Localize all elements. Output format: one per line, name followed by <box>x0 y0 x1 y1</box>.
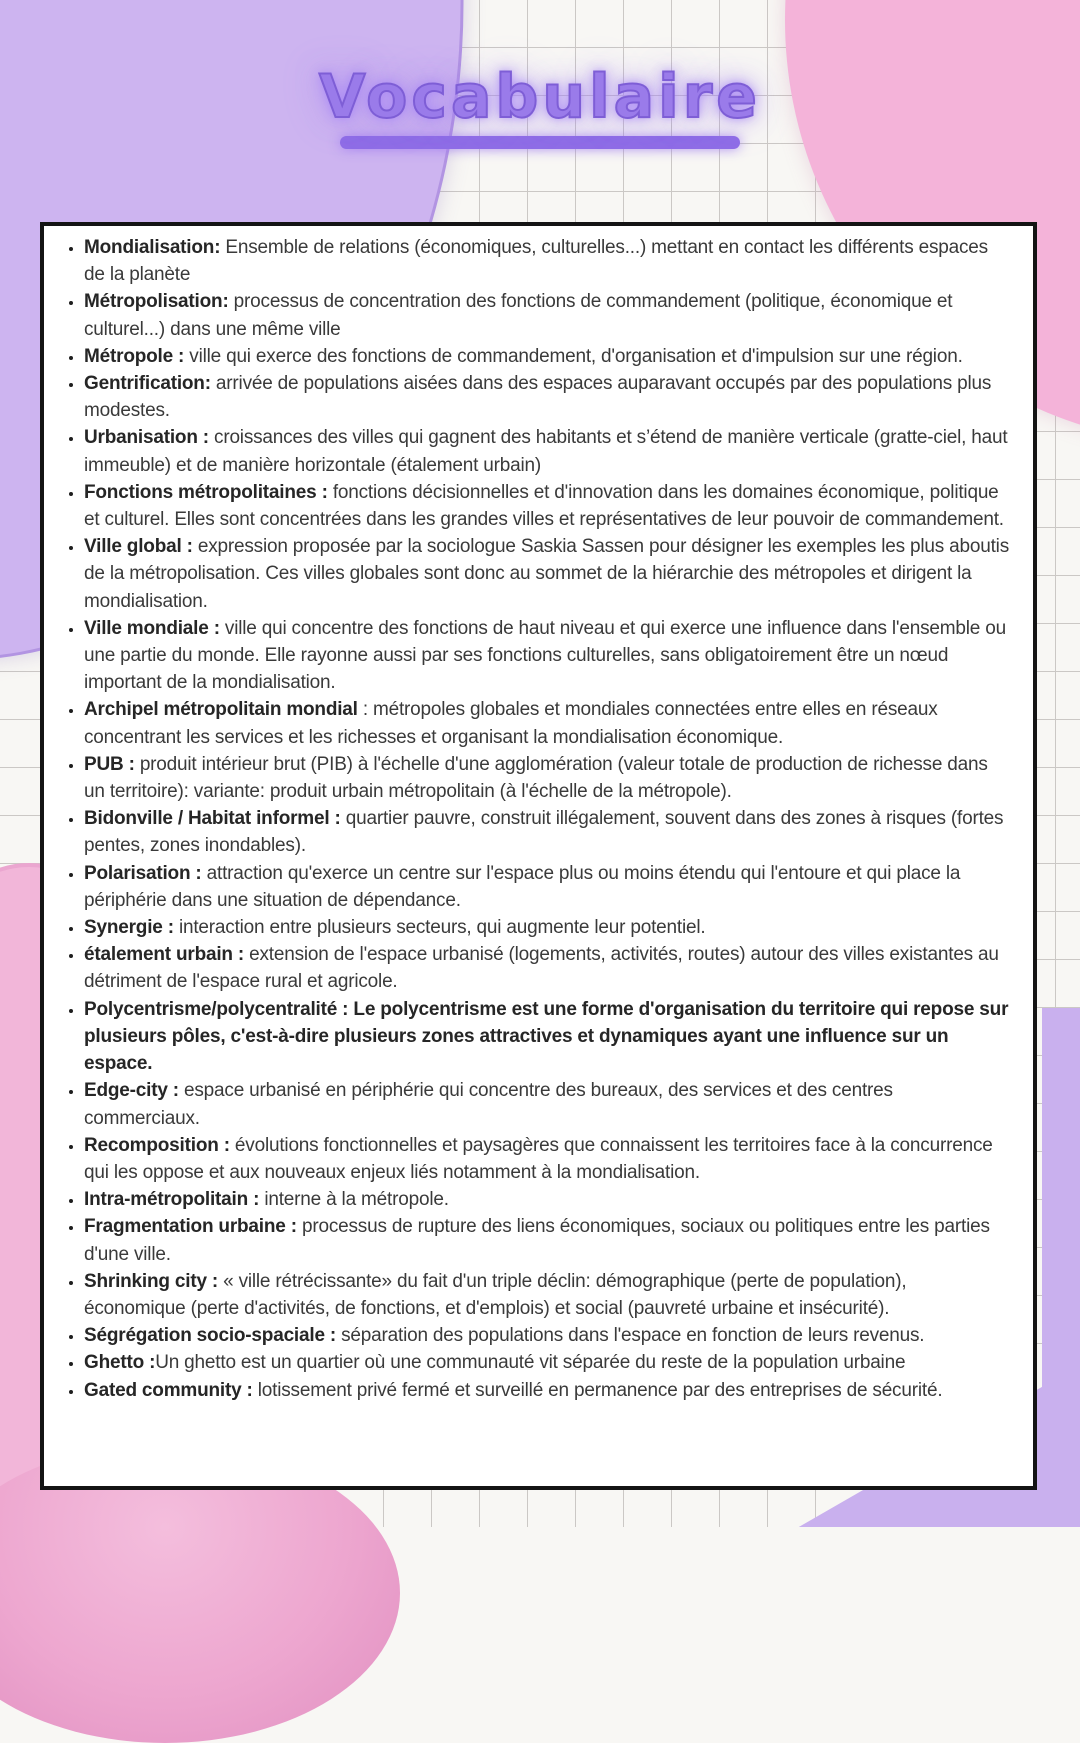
vocab-item <box>84 696 1013 750</box>
vocab-definition: « ville rétrécissante» du fait d'un triple déclin: démographique (perte de population), économique (perte d'activités, de fonctions, et d'emplois) et social (pauvreté urbaine et insécurité). <box>84 1270 907 1319</box>
vocab-term: Shrinking city : <box>84 1270 219 1292</box>
vocab-definition: Le polycentrisme est une forme d'organisation du territoire qui repose sur plusieurs pôles, c'est-à-dire plusieurs zones attractives et dynamiques ayant une influence sur un espace. <box>84 998 1009 1075</box>
vocab-term: Archipel métropolitain mondial <box>84 699 358 721</box>
vocab-term: PUB : <box>84 753 135 775</box>
vocab-term: Recomposition : <box>84 1134 230 1156</box>
vocab-item <box>84 1377 1013 1404</box>
vocab-term: étalement urbain : <box>84 944 245 966</box>
vocab-definition: croissances des villes qui gagnent des habitants et s’étend de manière verticale (gratte-ciel, haut immeuble) et de manière horizontale (étalement urbain) <box>84 427 1008 476</box>
vocab-definition: fonctions décisionnelles et d'innovation dans les domaines économique, politique et culturel. Elles sont concentrées dans les grandes villes et représentatives de leur pouvoir de commandement. <box>84 481 1004 531</box>
vocab-item <box>84 343 1013 370</box>
vocab-term: Ville global : <box>84 536 193 558</box>
vocab-term: Métropolisation: <box>84 291 229 313</box>
vocab-definition: séparation des populations dans l'espace en fonction de leurs revenus. <box>336 1325 925 1347</box>
page-title: Vocabulaire <box>319 62 761 132</box>
vocab-term: Polycentrisme/polycentralité : <box>84 998 349 1020</box>
vocab-definition: ville qui exerce des fonctions de commandement, d'organisation et d'impulsion sur une région. <box>184 345 963 367</box>
vocab-term: Polarisation : <box>84 862 202 884</box>
vocab-term: Fragmentation urbaine : <box>84 1216 297 1238</box>
vocab-item <box>84 1349 1013 1376</box>
vocab-item <box>84 914 1013 941</box>
vocab-definition: extension de l'espace urbanisé (logements, activités, routes) autour des villes existantes au détriment de l'espace rural et agricole. <box>84 944 999 993</box>
vocab-definition: produit intérieur brut (PIB) à l'échelle d'une agglomération (valeur totale de production de richesse dans un territoire): variante: produit urbain métropolitain (à l'échelle de la métropole). <box>84 753 988 803</box>
vocab-item <box>84 1322 1013 1349</box>
vocab-definition: processus de concentration des fonctions de commandement (politique, économique et culturel...) dans une même ville <box>84 291 953 340</box>
vocab-definition: attraction qu'exerce un centre sur l'espace plus ou moins étendu qui l'entoure et qui place la périphérie dans une situation de dépendance. <box>84 862 961 911</box>
vocab-term: Urbanisation : <box>84 427 209 449</box>
title-block <box>0 62 1080 149</box>
vocab-item <box>84 424 1013 478</box>
vocab-term: Métropole : <box>84 345 185 367</box>
vocab-item <box>84 1186 1013 1213</box>
vocab-item <box>84 860 1013 914</box>
vocab-definition: espace urbanisé en périphérie qui concentre des bureaux, des services et des centres commerciaux. <box>84 1080 893 1129</box>
vocab-term: Gated community : <box>84 1379 253 1401</box>
vocab-term: Bidonville / Habitat informel : <box>84 808 341 830</box>
vocab-item <box>84 751 1013 805</box>
vocab-item <box>84 479 1013 533</box>
vocab-item <box>84 1077 1013 1131</box>
vocab-item <box>84 941 1013 995</box>
vocab-definition: lotissement privé fermé et surveillé en permanence par des entreprises de sécurité. <box>252 1379 943 1401</box>
vocab-item <box>84 370 1013 424</box>
vocab-definition: arrivée de populations aisées dans des espaces auparavant occupés par des populations plus modestes. <box>84 373 992 422</box>
vocab-definition: ville qui concentre des fonctions de haut niveau et qui exerce une influence dans l'ensemble ou une partie du monde. Elle rayonne aussi par ses fonctions culturelles, sans obligatoirement être un nœud important de la mondialisation. <box>84 617 1006 694</box>
vocab-definition: quartier pauvre, construit illégalement, souvent dans des zones à risques (fortes pentes, zones inondables). <box>84 808 1004 857</box>
vocab-term: Ségrégation socio-spaciale : <box>84 1325 337 1347</box>
vocab-item <box>84 288 1013 342</box>
vocab-term: Synergie : <box>84 917 174 939</box>
vocab-item <box>84 234 1013 288</box>
vocab-item <box>84 615 1013 697</box>
vocab-definition: interaction entre plusieurs secteurs, qui augmente leur potentiel. <box>173 917 706 939</box>
vocab-item <box>84 1132 1013 1186</box>
vocab-item <box>84 533 1013 615</box>
vocab-definition: expression proposée par la sociologue Saskia Sassen pour désigner les exemples les plus aboutis de la métropolisation. Ces villes globales sont donc au sommet de la hiérarchie des métropoles et dirigent la mondialisation. <box>84 536 1009 612</box>
vocab-list <box>44 234 1013 1404</box>
vocab-item <box>84 805 1013 859</box>
vocab-item <box>84 1268 1013 1322</box>
vocab-definition: Ensemble de relations (économiques, culturelles...) mettant en contact les différents espaces de la planète <box>84 237 988 286</box>
vocab-term: Ghetto : <box>84 1352 156 1374</box>
title-underline <box>340 136 740 149</box>
vocab-term: Edge-city : <box>84 1080 179 1102</box>
vocab-definition: Un ghetto est un quartier où une communauté vit séparée du reste de la population urbaine <box>155 1352 906 1374</box>
vocab-term: Fonctions métropolitaines : <box>84 481 328 503</box>
vocab-term: Gentrification: <box>84 373 211 395</box>
vocab-term: Intra-métropolitain : <box>84 1189 260 1211</box>
vocab-term: Ville mondiale : <box>84 617 220 639</box>
vocab-definition: évolutions fonctionnelles et paysagères que connaissent les territoires face à la concurrence qui les oppose et aux nouveaux enjeux liés notamment à la mondialisation. <box>84 1134 993 1183</box>
vocab-item <box>84 996 1013 1078</box>
vocab-definition: interne à la métropole. <box>259 1189 449 1211</box>
vocab-box <box>40 222 1037 1490</box>
vocab-definition: : métropoles globales et mondiales connectées entre elles en réseaux concentrant les services et les richesses et organisant la mondialisation économique. <box>84 699 938 748</box>
vocab-item <box>84 1213 1013 1267</box>
vocab-term: Mondialisation: <box>84 237 221 258</box>
vocab-definition: processus de rupture des liens économiques, sociaux ou politiques entre les parties d'une ville. <box>84 1216 990 1265</box>
